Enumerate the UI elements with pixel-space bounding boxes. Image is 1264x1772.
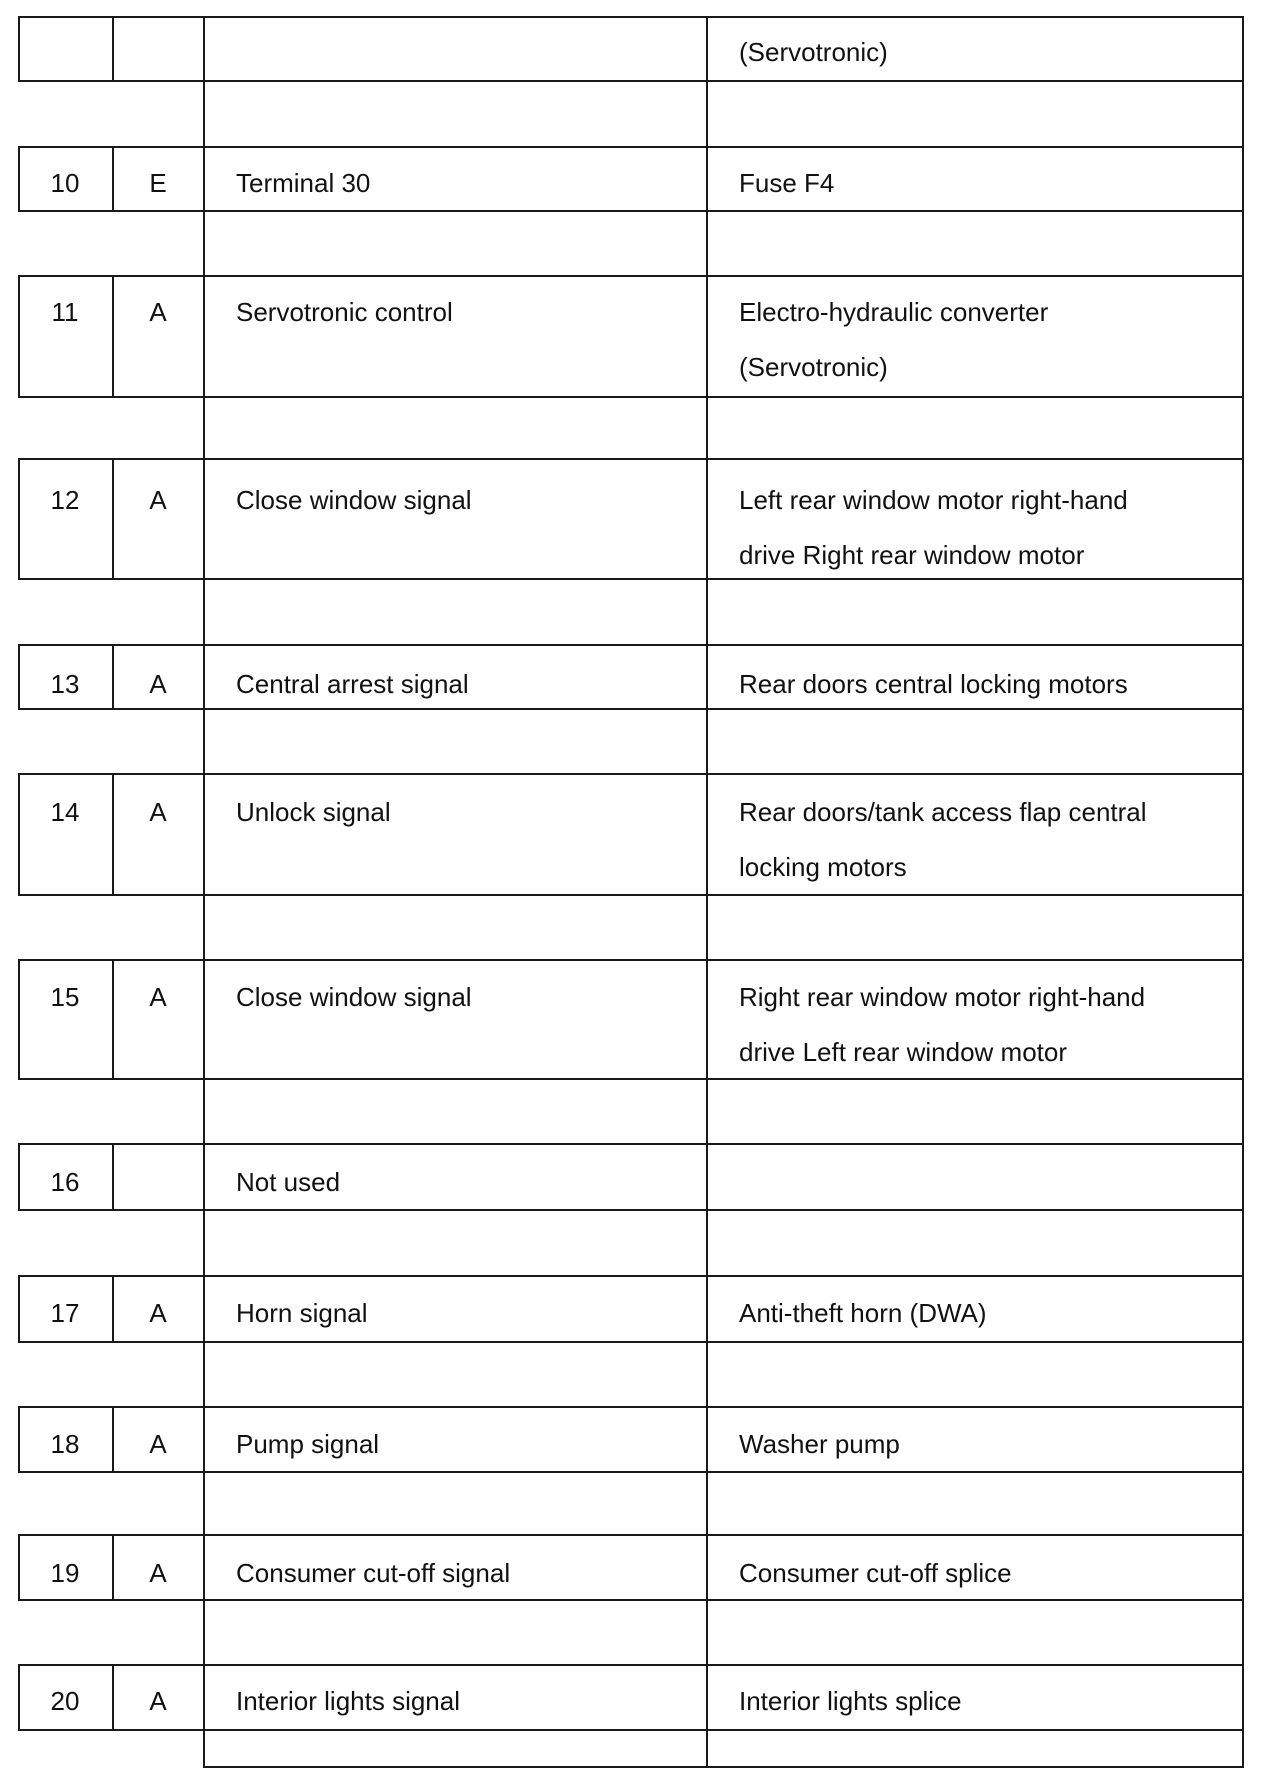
- row-bottom-border: [18, 1341, 205, 1343]
- pin-destination: Fuse F4: [739, 168, 835, 198]
- column-divider-type: [112, 458, 114, 578]
- row-top-border: [18, 773, 1244, 775]
- pin-number: 18: [50, 1429, 80, 1459]
- pin-destination: Washer pump: [739, 1429, 900, 1459]
- row-bottom-border: [203, 894, 1244, 896]
- column-divider-type: [112, 275, 114, 396]
- row-left-border: [18, 773, 20, 894]
- pin-destination: (Servotronic): [739, 37, 888, 67]
- pin-destination: Rear doors/tank access flap central: [739, 797, 1147, 827]
- pin-description: Pump signal: [236, 1429, 380, 1459]
- row-top-border: [18, 458, 1244, 460]
- pin-number: 16: [50, 1167, 80, 1197]
- row-bottom-border: [203, 210, 1244, 212]
- pin-description: Terminal 30: [236, 168, 371, 198]
- pin-description: Interior lights signal: [236, 1686, 460, 1716]
- row-top-border: [18, 1143, 1244, 1145]
- pin-number: 11: [51, 297, 79, 327]
- row-bottom-border: [18, 396, 205, 398]
- row-bottom-border: [18, 1209, 205, 1211]
- pin-number: 20: [50, 1686, 80, 1716]
- pin-destination: Right rear window motor right-hand: [739, 982, 1146, 1012]
- row-bottom-border: [203, 1209, 1244, 1211]
- row-bottom-border: [203, 1599, 1244, 1601]
- table-right-border: [1242, 16, 1244, 1768]
- pin-type: A: [149, 797, 167, 827]
- pin-destination: (Servotronic): [739, 352, 888, 382]
- pin-type: E: [149, 168, 167, 198]
- row-top-border: [18, 1664, 1244, 1666]
- row-bottom-border: [18, 708, 205, 710]
- row-bottom-border: [18, 1471, 205, 1473]
- row-left-border: [18, 458, 20, 578]
- pin-description: Unlock signal: [236, 797, 391, 827]
- pin-destination: Interior lights splice: [739, 1686, 962, 1716]
- pin-number: 17: [50, 1298, 80, 1328]
- pin-destination: Electro-hydraulic converter: [739, 297, 1049, 327]
- row-top-border: [18, 1406, 1244, 1408]
- pin-destination: drive Right rear window motor: [739, 540, 1085, 570]
- pin-description: Horn signal: [236, 1298, 368, 1328]
- pin-number: 15: [50, 982, 80, 1012]
- row-left-border: [18, 16, 20, 80]
- pin-description: Not used: [236, 1167, 341, 1197]
- column-divider-type: [112, 959, 114, 1078]
- row-bottom-border: [18, 210, 205, 212]
- pin-description: Close window signal: [236, 485, 472, 515]
- row-bottom-border: [203, 1471, 1244, 1473]
- row-bottom-border: [18, 1729, 205, 1731]
- pin-number: 14: [50, 797, 80, 827]
- row-bottom-border: [203, 396, 1244, 398]
- column-divider-type: [112, 773, 114, 894]
- pin-description: Consumer cut-off signal: [236, 1558, 511, 1588]
- pin-destination: drive Left rear window motor: [739, 1037, 1068, 1067]
- pin-number: 19: [50, 1558, 80, 1588]
- pin-type: A: [149, 1429, 167, 1459]
- row-bottom-border: [18, 578, 205, 580]
- column-divider-type: [112, 1143, 114, 1209]
- row-bottom-border: [18, 1078, 205, 1080]
- pin-type: A: [149, 297, 167, 327]
- row-bottom-border: [18, 894, 205, 896]
- table-bottom-border: [203, 1766, 1244, 1768]
- pin-destination: Anti-theft horn (DWA): [739, 1298, 987, 1328]
- row-bottom-border: [203, 80, 1244, 82]
- row-left-border: [18, 275, 20, 396]
- pin-destination: Consumer cut-off splice: [739, 1558, 1012, 1588]
- row-bottom-border: [203, 708, 1244, 710]
- row-top-border: [18, 275, 1244, 277]
- pin-destination: locking motors: [739, 852, 907, 882]
- pin-type: A: [149, 982, 167, 1012]
- pin-number: 13: [50, 669, 80, 699]
- row-bottom-border: [203, 1078, 1244, 1080]
- row-bottom-border: [203, 1341, 1244, 1343]
- pin-description: Servotronic control: [236, 297, 453, 327]
- row-top-border: [18, 146, 1244, 148]
- pin-description: Central arrest signal: [236, 669, 469, 699]
- column-divider-description: [203, 16, 205, 1768]
- row-left-border: [18, 959, 20, 1078]
- pin-type: A: [149, 1558, 167, 1588]
- row-top-border: [18, 1275, 1244, 1277]
- pin-description: Close window signal: [236, 982, 472, 1012]
- row-top-border: [18, 16, 1244, 18]
- pin-type: A: [149, 1298, 167, 1328]
- pin-number: 12: [50, 485, 80, 515]
- row-top-border: [18, 959, 1244, 961]
- row-bottom-border: [18, 80, 205, 82]
- column-divider-destination: [706, 16, 708, 1768]
- row-top-border: [18, 1534, 1244, 1536]
- pin-type: A: [149, 669, 167, 699]
- row-bottom-border: [203, 578, 1244, 580]
- pin-type: A: [149, 1686, 167, 1716]
- pin-type: A: [149, 485, 167, 515]
- row-bottom-border: [203, 1729, 1244, 1731]
- row-top-border: [18, 644, 1244, 646]
- pin-number: 10: [50, 168, 80, 198]
- column-divider-type: [112, 16, 114, 80]
- pin-destination: Left rear window motor right-hand: [739, 485, 1128, 515]
- pin-destination: Rear doors central locking motors: [739, 669, 1128, 699]
- row-bottom-border: [18, 1599, 205, 1601]
